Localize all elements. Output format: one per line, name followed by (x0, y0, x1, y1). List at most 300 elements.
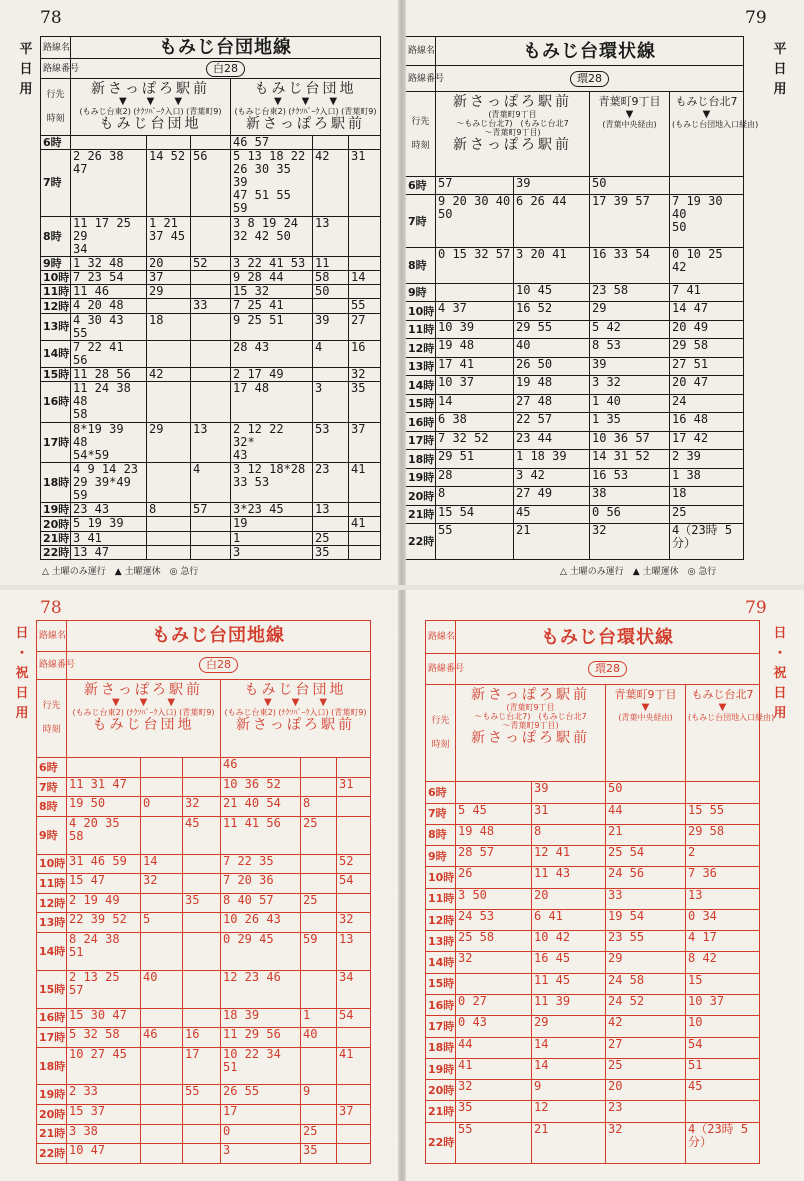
hour-label: 8時 (37, 797, 67, 817)
minutes-cell (337, 1124, 371, 1144)
hour-label: 15時 (41, 368, 71, 382)
minutes-cell: 56 (191, 150, 231, 217)
timetable-row (41, 285, 381, 299)
minutes-cell (670, 176, 744, 194)
line-name-label: 路線名 (41, 37, 71, 59)
page-number-left: 78 (40, 8, 62, 28)
destination-header-d: もみじ台北7 ▼ (もみじ台団地入口経由) (686, 684, 760, 781)
minutes-cell: 15 47 (67, 874, 141, 894)
timetable-row (37, 932, 371, 970)
minutes-cell (141, 1105, 183, 1125)
route-number: 環28 (456, 654, 760, 684)
minutes-cell: 10 42 (532, 931, 606, 952)
minutes-cell: 13 (337, 932, 371, 970)
hour-label: 21時 (406, 505, 436, 523)
minutes-cell: 14 (436, 394, 514, 412)
minutes-cell: 3 32 (590, 376, 670, 394)
minutes-cell (191, 271, 231, 285)
dest-time-label: 行先 時刻 (406, 92, 436, 177)
minutes-cell: 54 (686, 1037, 760, 1058)
minutes-cell: 10 26 43 (221, 913, 301, 933)
day-type-label-left: 日 ・ 祝 日 用 (15, 626, 29, 721)
minutes-cell: 11 28 56 (71, 368, 147, 382)
minutes-cell: 37 (337, 1105, 371, 1125)
minutes-cell: 41 (349, 462, 381, 502)
minutes-cell: 27 48 (514, 394, 590, 412)
timetable-row (406, 248, 744, 284)
timetable-row (426, 952, 760, 973)
minutes-cell (301, 1047, 337, 1085)
timetable-row (406, 431, 744, 449)
minutes-cell: 59 (301, 932, 337, 970)
route-number: 白28 (71, 59, 381, 79)
minutes-cell: 16 45 (532, 952, 606, 973)
minutes-cell (191, 340, 231, 367)
dest-time-label: 行先 時刻 (426, 684, 456, 781)
minutes-cell: 10 22 34 51 (221, 1047, 301, 1085)
hour-label: 6時 (406, 176, 436, 194)
timetable-row (426, 1037, 760, 1058)
timetable-row (37, 777, 371, 797)
minutes-cell: 7 23 54 (71, 271, 147, 285)
hour-label: 14時 (37, 932, 67, 970)
minutes-cell: 32 (183, 797, 221, 817)
minutes-cell: 13 (686, 888, 760, 909)
minutes-cell: 0 15 32 57 (436, 248, 514, 284)
minutes-cell: 6 41 (532, 909, 606, 930)
minutes-cell: 55 (436, 524, 514, 560)
minutes-cell: 23 (313, 462, 349, 502)
hour-label: 14時 (426, 952, 456, 973)
minutes-cell (141, 1144, 183, 1164)
minutes-cell: 29 51 (436, 450, 514, 468)
minutes-cell: 16 (349, 340, 381, 367)
hour-label: 7時 (37, 777, 67, 797)
minutes-cell: 38 (590, 487, 670, 505)
minutes-cell: 45 (686, 1080, 760, 1101)
line-name: もみじ台団地線 (71, 37, 381, 59)
minutes-cell: 45 (183, 816, 221, 854)
hour-label: 12時 (406, 339, 436, 357)
timetable-row (426, 1058, 760, 1079)
timetable-row (426, 846, 760, 867)
hour-label: 10時 (406, 302, 436, 320)
minutes-cell: 11 24 38 48 58 (71, 382, 147, 422)
minutes-cell (301, 874, 337, 894)
minutes-cell (301, 970, 337, 1008)
minutes-cell (301, 758, 337, 778)
minutes-cell: 4 20 35 58 (67, 816, 141, 854)
minutes-cell: 39 (514, 176, 590, 194)
hour-label: 12時 (426, 909, 456, 930)
minutes-cell: 21 (606, 824, 686, 845)
minutes-cell: 8*19 39 48 54*59 (71, 422, 147, 462)
minutes-cell: 3 42 (514, 468, 590, 486)
minutes-cell (183, 970, 221, 1008)
minutes-cell: 25 (301, 816, 337, 854)
minutes-cell: 32 (349, 368, 381, 382)
timetable-row (426, 824, 760, 845)
minutes-cell: 32 (141, 874, 183, 894)
page-number-right: 79 (745, 598, 767, 618)
line-name-label: 路線名 (406, 37, 436, 66)
hour-label: 17時 (41, 422, 71, 462)
timetable-momijidai-loop-holiday (425, 620, 775, 1164)
minutes-cell: 25 (301, 1124, 337, 1144)
hour-label: 9時 (406, 283, 436, 301)
minutes-cell: 15 37 (67, 1105, 141, 1125)
minutes-cell: 57 (436, 176, 514, 194)
minutes-cell: 17 (221, 1105, 301, 1125)
minutes-cell: 45 (514, 505, 590, 523)
minutes-cell: 23 44 (514, 431, 590, 449)
hour-label: 7時 (426, 803, 456, 824)
minutes-cell: 40 (301, 1028, 337, 1048)
minutes-cell (183, 777, 221, 797)
minutes-cell: 11 41 56 (221, 816, 301, 854)
minutes-cell (141, 1124, 183, 1144)
timetable-row (37, 913, 371, 933)
minutes-cell: 29 58 (670, 339, 744, 357)
route-label: 路線番号 (41, 59, 71, 79)
minutes-cell: 55 (183, 1085, 221, 1105)
hour-label: 13時 (41, 313, 71, 340)
minutes-cell: 1 40 (590, 394, 670, 412)
timetable-row (406, 176, 744, 194)
minutes-cell: 53 (313, 422, 349, 462)
minutes-cell: 58 (313, 271, 349, 285)
minutes-cell: 16 33 54 (590, 248, 670, 284)
minutes-cell: 1 21 37 45 (147, 216, 191, 256)
hour-label: 6時 (426, 782, 456, 803)
minutes-cell: 54 (337, 874, 371, 894)
minutes-cell (349, 216, 381, 256)
minutes-cell: 54 (337, 1008, 371, 1028)
minutes-cell: 7 36 (686, 867, 760, 888)
timetable-row (41, 382, 381, 422)
minutes-cell: 22 57 (514, 413, 590, 431)
minutes-cell: 9 (301, 1085, 337, 1105)
timetable-row (406, 339, 744, 357)
destination-header-outbound: 新さっぽろ駅前 ▼ ▼ ▼ (もみじ台東2) (ﾅｸｿﾊﾟｰｸ入口) (青葉町9) もみじ台団地 (71, 79, 231, 136)
hour-label: 13時 (426, 931, 456, 952)
minutes-cell (349, 257, 381, 271)
minutes-cell: 1 (231, 531, 313, 545)
minutes-cell: 10 36 57 (590, 431, 670, 449)
minutes-cell: 15 55 (686, 803, 760, 824)
minutes-cell (301, 854, 337, 874)
hour-label: 16時 (37, 1008, 67, 1028)
minutes-cell: 0 27 (456, 995, 532, 1016)
minutes-cell: 41 (456, 1058, 532, 1079)
minutes-cell: 20 47 (670, 376, 744, 394)
timetable-row (41, 313, 381, 340)
minutes-cell (337, 758, 371, 778)
minutes-cell (191, 135, 231, 149)
minutes-cell: 20 (147, 257, 191, 271)
minutes-cell: 2 17 49 (231, 368, 313, 382)
timetable-row (37, 1028, 371, 1048)
minutes-cell: 52 (191, 257, 231, 271)
hour-label: 20時 (41, 517, 71, 531)
minutes-cell: 0 (141, 797, 183, 817)
minutes-cell: 35 (456, 1101, 532, 1122)
minutes-cell: 19 (231, 517, 313, 531)
minutes-cell: 20 (606, 1080, 686, 1101)
minutes-cell: 29 (147, 285, 191, 299)
minutes-cell: 5 32 58 (67, 1028, 141, 1048)
hour-label: 12時 (37, 893, 67, 913)
timetable-row (406, 450, 744, 468)
minutes-cell: 7 32 52 (436, 431, 514, 449)
minutes-cell: 46 (221, 758, 301, 778)
minutes-cell: 1 35 (590, 413, 670, 431)
minutes-cell (456, 782, 532, 803)
minutes-cell: 35 (183, 893, 221, 913)
minutes-cell: 4 (313, 340, 349, 367)
hour-label: 13時 (406, 357, 436, 375)
minutes-cell: 29 (147, 422, 191, 462)
line-name-label: 路線名 (37, 621, 67, 652)
legend-right: △ 土曜のみ運行 ▲ 土曜運休 ◎ 急行 (560, 567, 717, 577)
hour-label: 20時 (426, 1080, 456, 1101)
minutes-cell: 3 38 (67, 1124, 141, 1144)
timetable-row (426, 973, 760, 994)
minutes-cell (337, 797, 371, 817)
minutes-cell: 26 50 (514, 357, 590, 375)
minutes-cell: 1 18 39 (514, 450, 590, 468)
minutes-cell (141, 777, 183, 797)
timetable-row (41, 531, 381, 545)
minutes-cell (337, 816, 371, 854)
minutes-cell: 9 20 30 40 50 (436, 195, 514, 248)
destination-header-d: もみじ台北7 ▼ (もみじ台団地入口経由) (670, 92, 744, 177)
minutes-cell (183, 932, 221, 970)
minutes-cell: 3 20 41 (514, 248, 590, 284)
minutes-cell: 7 22 35 (221, 854, 301, 874)
minutes-cell (147, 545, 191, 559)
minutes-cell: 11 39 (532, 995, 606, 1016)
minutes-cell: 19 54 (606, 909, 686, 930)
minutes-cell: 3 12 18*28 33 53 (231, 462, 313, 502)
book-gutter (398, 0, 406, 585)
minutes-cell: 19 50 (67, 797, 141, 817)
minutes-cell: 39 (532, 782, 606, 803)
minutes-cell: 35 (349, 382, 381, 422)
minutes-cell: 35 (313, 545, 349, 559)
minutes-cell: 23 58 (590, 283, 670, 301)
minutes-cell: 32 (590, 524, 670, 560)
hour-label: 13時 (37, 913, 67, 933)
hour-label: 17時 (426, 1016, 456, 1037)
hour-label: 6時 (41, 135, 71, 149)
timetable-row (426, 995, 760, 1016)
minutes-cell (183, 1144, 221, 1164)
minutes-cell (337, 1144, 371, 1164)
minutes-cell (71, 135, 147, 149)
minutes-cell: 13 (191, 422, 231, 462)
minutes-cell: 10 47 (67, 1144, 141, 1164)
minutes-cell: 2 12 22 32* 43 (231, 422, 313, 462)
minutes-cell: 14 31 52 (590, 450, 670, 468)
minutes-cell: 20 (532, 888, 606, 909)
minutes-cell (686, 782, 760, 803)
timetable-row (37, 874, 371, 894)
minutes-cell: 6 26 44 (514, 195, 590, 248)
timetable-row (37, 1144, 371, 1164)
hour-label: 19時 (406, 468, 436, 486)
minutes-cell: 44 (456, 1037, 532, 1058)
timetable-row (426, 782, 760, 803)
minutes-cell: 11 17 25 29 34 (71, 216, 147, 256)
timetable-row (37, 816, 371, 854)
hour-label: 6時 (37, 758, 67, 778)
timetable-row (426, 909, 760, 930)
minutes-cell: 29 (590, 302, 670, 320)
hour-label: 19時 (41, 503, 71, 517)
timetable-row (41, 271, 381, 285)
minutes-cell: 8 24 38 51 (67, 932, 141, 970)
minutes-cell (313, 368, 349, 382)
minutes-cell (141, 1047, 183, 1085)
minutes-cell: 9 25 51 (231, 313, 313, 340)
minutes-cell: 24 53 (456, 909, 532, 930)
minutes-cell: 37 (147, 271, 191, 285)
minutes-cell: 4 20 48 (71, 299, 147, 313)
timetable-row (37, 854, 371, 874)
minutes-cell: 10 45 (514, 283, 590, 301)
minutes-cell: 0 10 25 42 (670, 248, 744, 284)
destination-header-outbound: 新さっぽろ駅前 ▼ ▼ ▼ (もみじ台東2) (ﾅｸｿﾊﾟｰｸ入口) (青葉町9) もみじ台団地 (67, 679, 221, 757)
minutes-cell: 27 (349, 313, 381, 340)
minutes-cell: 25 54 (606, 846, 686, 867)
timetable-row (41, 150, 381, 217)
minutes-cell (183, 1105, 221, 1125)
minutes-cell: 32 (337, 913, 371, 933)
minutes-cell: 15 54 (436, 505, 514, 523)
legend-left: △ 土曜のみ運行 ▲ 土曜運休 ◎ 急行 (42, 567, 199, 577)
route-number: 環28 (436, 66, 744, 92)
day-type-label-left: 平 日 用 (19, 42, 33, 97)
minutes-cell (191, 545, 231, 559)
minutes-cell: 14 (532, 1037, 606, 1058)
minutes-cell: 28 57 (456, 846, 532, 867)
hour-label: 16時 (426, 995, 456, 1016)
minutes-cell (67, 758, 141, 778)
timetable-momijidai-danchi-weekday (40, 36, 380, 560)
hour-label: 22時 (426, 1122, 456, 1163)
minutes-cell: 21 (514, 524, 590, 560)
timetable-momijidai-danchi-holiday (36, 620, 370, 1164)
timetable-row (41, 135, 381, 149)
hour-label: 19時 (37, 1085, 67, 1105)
minutes-cell: 12 23 46 (221, 970, 301, 1008)
timetable-row (37, 1124, 371, 1144)
minutes-cell (349, 545, 381, 559)
minutes-cell: 3 50 (456, 888, 532, 909)
hour-label: 17時 (37, 1028, 67, 1048)
hour-label: 18時 (41, 462, 71, 502)
minutes-cell: 11 46 (71, 285, 147, 299)
minutes-cell: 3 8 19 24 32 42 50 (231, 216, 313, 256)
book-gutter (398, 590, 406, 1181)
minutes-cell: 27 49 (514, 487, 590, 505)
hour-label: 20時 (406, 487, 436, 505)
hour-label: 10時 (426, 867, 456, 888)
timetable-row (37, 1047, 371, 1085)
line-name: もみじ台環状線 (436, 37, 744, 66)
timetable-row (426, 867, 760, 888)
timetable-row (406, 376, 744, 394)
minutes-cell: 35 (301, 1144, 337, 1164)
hour-label: 16時 (406, 413, 436, 431)
minutes-cell: 8 (301, 797, 337, 817)
minutes-cell: 5 13 18 22 26 30 35 39 47 51 55 59 (231, 150, 313, 217)
destination-header-c: 青葉町9丁目 ▼ (青葉中央経由) (590, 92, 670, 177)
hour-label: 12時 (41, 299, 71, 313)
hour-label: 21時 (426, 1101, 456, 1122)
timetable-row (426, 1016, 760, 1037)
minutes-cell: 39 (590, 357, 670, 375)
minutes-cell: 29 (532, 1016, 606, 1037)
minutes-cell: 4 17 (686, 931, 760, 952)
minutes-cell: 55 (349, 299, 381, 313)
hour-label: 7時 (41, 150, 71, 217)
minutes-cell: 18 (147, 313, 191, 340)
holiday-spread (0, 590, 804, 1181)
minutes-cell: 32 (606, 1122, 686, 1163)
hour-label: 11時 (37, 874, 67, 894)
minutes-cell: 50 (313, 285, 349, 299)
minutes-cell: 2 26 38 47 (71, 150, 147, 217)
minutes-cell: 44 (606, 803, 686, 824)
timetable-row (41, 257, 381, 271)
hour-label: 10時 (37, 854, 67, 874)
minutes-cell (436, 283, 514, 301)
hour-label: 8時 (426, 824, 456, 845)
minutes-cell: 25 (301, 893, 337, 913)
timetable-row (406, 524, 744, 560)
minutes-cell: 1 38 (670, 468, 744, 486)
hour-label: 14時 (41, 340, 71, 367)
minutes-cell: 11 29 56 (221, 1028, 301, 1048)
minutes-cell: 24 52 (606, 995, 686, 1016)
line-name: もみじ台環状線 (456, 621, 760, 654)
minutes-cell (147, 382, 191, 422)
minutes-cell: 17 41 (436, 357, 514, 375)
weekday-spread (0, 0, 804, 585)
minutes-cell: 27 (606, 1037, 686, 1058)
minutes-cell: 24 58 (606, 973, 686, 994)
minutes-cell (191, 531, 231, 545)
minutes-cell: 16 48 (670, 413, 744, 431)
timetable-row (426, 803, 760, 824)
minutes-cell (301, 777, 337, 797)
minutes-cell (147, 299, 191, 313)
minutes-cell: 26 55 (221, 1085, 301, 1105)
minutes-cell (141, 1085, 183, 1105)
minutes-cell: 31 (532, 803, 606, 824)
hour-label: 9時 (426, 846, 456, 867)
minutes-cell: 17 42 (670, 431, 744, 449)
hour-label: 18時 (406, 450, 436, 468)
hour-label: 9時 (37, 816, 67, 854)
minutes-cell: 39 (313, 313, 349, 340)
destination-header-a: 新さっぽろ駅前 (青葉町9丁目 〜もみじ台北7) (もみじ台北7 〜青葉町9丁目) 新さっぽろ駅前 (456, 684, 606, 781)
minutes-cell: 31 (349, 150, 381, 217)
minutes-cell: 10 39 (436, 320, 514, 338)
minutes-cell: 12 (532, 1101, 606, 1122)
